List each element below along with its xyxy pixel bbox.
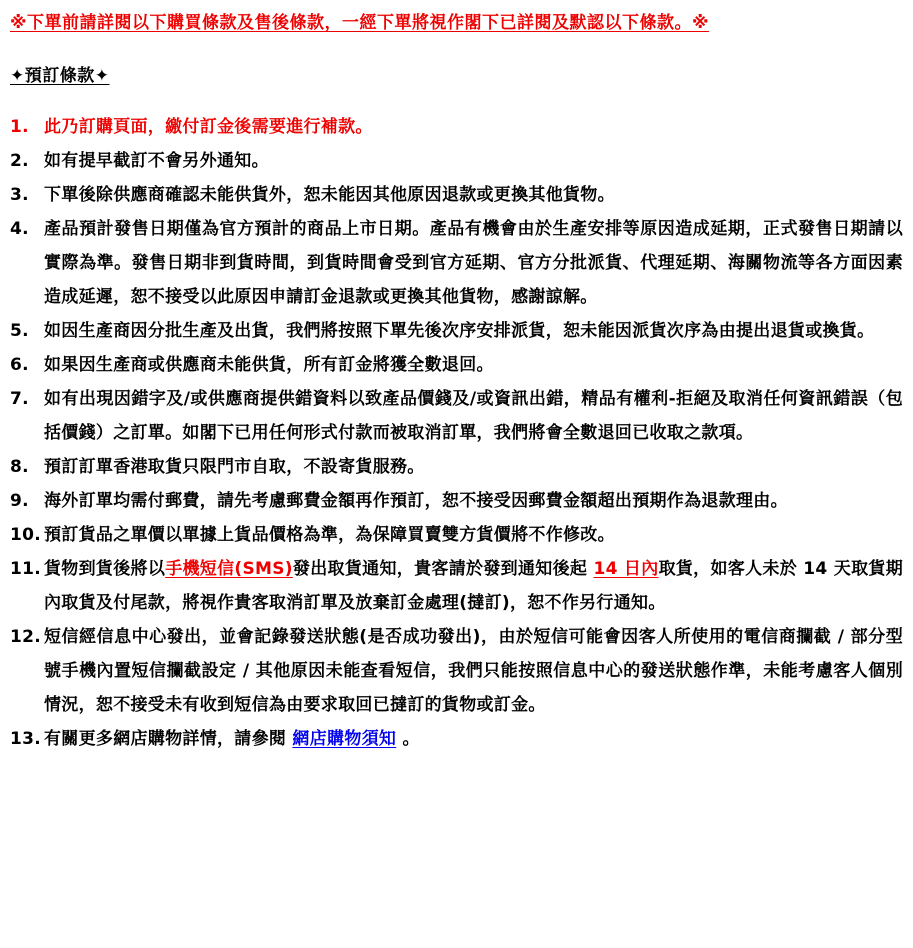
term-text: 有關更多網店購物詳情，請參閱 bbox=[44, 729, 293, 749]
term-item-number: 6. bbox=[10, 355, 29, 375]
term-text: 短信經信息中心發出，並會記錄發送狀態(是否成功發出)，由於短信可能會因客人所使用的電信商攔截 / 部分型號手機內置短信攔截設定 / 其他原因未能查看短信，我們只能按照信息中心的發送狀態作準，未能考慮客人個別情況，恕不接受未有收到短信為由要求取回已撻訂的貨物或訂金。 bbox=[44, 627, 903, 715]
term-text: 如有提早截訂不會另外通知。 bbox=[44, 151, 269, 171]
term-item-number: 1. bbox=[10, 117, 29, 137]
terms-list bbox=[10, 110, 903, 756]
term-item-text bbox=[44, 518, 903, 552]
term-item-number: 7. bbox=[10, 389, 29, 409]
term-text: 如有出現因錯字及/或供應商提供錯資料以致產品價錢及/或資訊出錯，精品有權利-拒絕及取消任何資訊錯誤（包括價錢）之訂單。如閣下已用任何形式付款而被取消訂單，我們將會全數退回已收取之款項。 bbox=[44, 389, 903, 443]
term-item-11 bbox=[10, 552, 903, 620]
term-item-text bbox=[44, 620, 903, 722]
term-item-number: 12. bbox=[10, 627, 42, 647]
term-item-text bbox=[44, 722, 903, 756]
term-item-number: 10. bbox=[10, 525, 42, 545]
term-item-number: 2. bbox=[10, 151, 29, 171]
term-item-7 bbox=[10, 382, 903, 450]
highlighted-text: 14 日內 bbox=[593, 559, 659, 579]
term-text: 預訂訂單香港取貨只限門市自取，不設寄貨服務。 bbox=[44, 457, 425, 477]
term-item-5 bbox=[10, 314, 903, 348]
term-item-3 bbox=[10, 178, 903, 212]
term-text: 產品預計發售日期僅為官方預計的商品上市日期。產品有機會由於生產安排等原因造成延期，正式發售日期請以實際為準。發售日期非到貨時間，到貨時間會受到官方延期、官方分批派貨、代理延期、海關物流等各方面因素造成延遲，恕不接受以此原因申請訂金退款或更換其他貨物，感謝諒解。 bbox=[44, 219, 903, 307]
term-item-text bbox=[44, 314, 903, 348]
term-item-13 bbox=[10, 722, 903, 756]
term-text: 取貨，如客人未於 14 天取貨期內取貨及付尾款，將視作貴客取消訂單及放棄訂金處理(撻訂)，恕不作另行通知。 bbox=[44, 559, 904, 613]
term-text: 預訂貨品之單價以單據上貨品價格為準，為保障買賣雙方貨價將不作修改。 bbox=[44, 525, 615, 545]
term-item-text bbox=[44, 212, 903, 314]
term-item-text bbox=[44, 484, 903, 518]
term-item-4 bbox=[10, 212, 903, 314]
term-item-number: 4. bbox=[10, 219, 29, 239]
term-text: 如果因生產商或供應商未能供貨，所有訂金將獲全數退回。 bbox=[44, 355, 494, 375]
preorder-terms-section-heading: ✦預訂條款✦ bbox=[10, 66, 110, 86]
term-item-number: 13. bbox=[10, 729, 42, 749]
term-item-text bbox=[44, 110, 903, 144]
term-item-9 bbox=[10, 484, 903, 518]
term-text: 。 bbox=[396, 729, 420, 749]
term-item-number: 11. bbox=[10, 559, 42, 579]
term-text: 貨物到貨後將以 bbox=[44, 559, 166, 579]
highlighted-text: 手機短信(SMS) bbox=[165, 559, 293, 579]
term-item-text bbox=[44, 450, 903, 484]
term-item-text bbox=[44, 348, 903, 382]
term-text: 海外訂單均需付郵費，請先考慮郵費金額再作預訂，恕不接受因郵費金額超出預期作為退款理由。 bbox=[44, 491, 788, 511]
term-item-6 bbox=[10, 348, 903, 382]
term-item-number: 8. bbox=[10, 457, 29, 477]
shop-guide-link[interactable]: 網店購物須知 bbox=[292, 729, 397, 749]
term-text: 如因生產商因分批生產及出貨，我們將按照下單先後次序安排派貨，恕未能因派貨次序為由提出退貨或換貨。 bbox=[44, 321, 875, 341]
term-item-1 bbox=[10, 110, 903, 144]
term-item-text bbox=[44, 178, 903, 212]
term-item-2 bbox=[10, 144, 903, 178]
term-item-text bbox=[44, 552, 903, 620]
term-item-text bbox=[44, 144, 903, 178]
highlighted-text: 此乃訂購頁面，繳付訂金後需要進行補款。 bbox=[44, 117, 373, 137]
term-item-12 bbox=[10, 620, 903, 722]
term-item-8 bbox=[10, 450, 903, 484]
term-item-number: 3. bbox=[10, 185, 29, 205]
term-text: 下單後除供應商確認未能供貨外，恕未能因其他原因退款或更換其他貨物。 bbox=[44, 185, 615, 205]
term-item-number: 5. bbox=[10, 321, 29, 341]
term-item-number: 9. bbox=[10, 491, 29, 511]
term-text: 發出取貨通知，貴客請於發到通知後起 bbox=[292, 559, 594, 579]
terms-notice-title: ※下單前請詳閱以下購買條款及售後條款，一經下單將視作閣下已詳閱及默認以下條款。※ bbox=[10, 13, 710, 33]
term-item-10 bbox=[10, 518, 903, 552]
term-item-text bbox=[44, 382, 903, 450]
